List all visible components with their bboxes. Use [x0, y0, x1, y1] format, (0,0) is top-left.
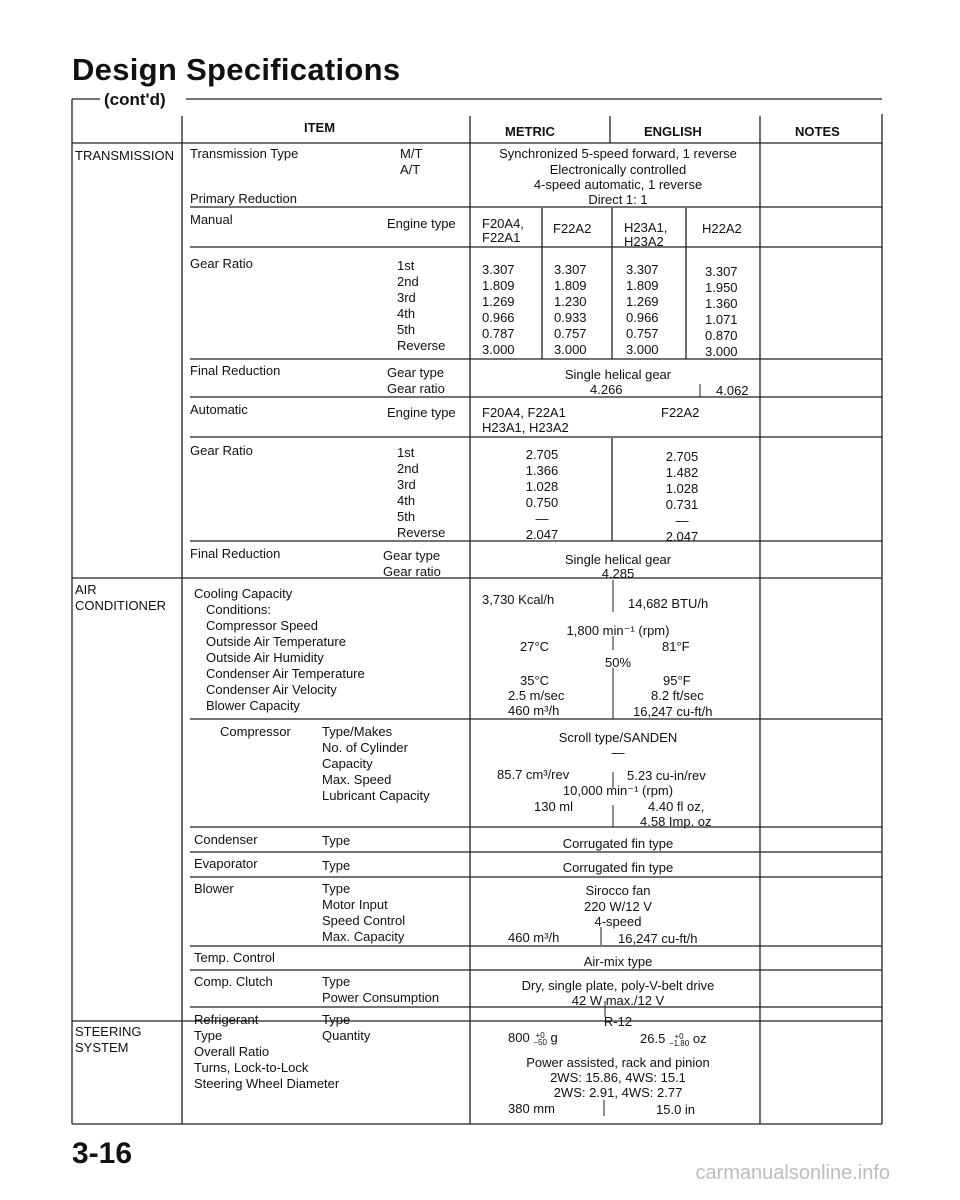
blower-speed-control: 4-speed: [594, 914, 642, 929]
refrigerant-quantity-english: 26.5 +0 −1.80 oz: [640, 1031, 707, 1048]
blower-max-capacity-english: 16,247 cu-ft/h: [618, 931, 698, 946]
automatic-final-type-value: Single helical gear: [564, 552, 672, 567]
automatic-engine-1: F20A4, F22A1: [482, 405, 566, 420]
manual-final-type-value: Single helical gear: [564, 367, 672, 382]
mt-value-2: Electronically controlled: [549, 162, 687, 177]
compressor-speed-value: 1,800 min⁻¹ (rpm): [566, 623, 670, 638]
compressor-capacity-english: 5.23 cu-in/rev: [627, 768, 706, 783]
category-steering-system: STEERING SYSTEM: [75, 1024, 142, 1055]
condenser-temp-f: 95°F: [663, 673, 691, 688]
automatic-gear-col-1: 2.705 1.366 1.028 0.750 — 2.047: [525, 447, 559, 542]
steering-type: Power assisted, rack and pinion: [526, 1055, 710, 1070]
evaporator-label: Evaporator: [194, 856, 258, 871]
manual-engine-2: F22A2: [553, 221, 592, 236]
mt-label: M/T: [400, 146, 423, 161]
header-english: ENGLISH: [644, 124, 702, 139]
automatic-engine-type-label: Engine type: [387, 405, 456, 420]
condenser-temp-c: 35°C: [520, 673, 550, 688]
refrigerant-sublabels: Type Quantity: [322, 1012, 371, 1043]
manual-final-ratio: 4.266: [590, 382, 623, 397]
automatic-final-types: Gear type Gear ratio: [383, 548, 441, 579]
manual-gear-col-2: 3.307 1.809 1.230 0.933 0.757 3.000: [554, 262, 587, 357]
outside-humidity: 50%: [604, 655, 632, 670]
cooling-capacity-english: 14,682 BTU/h: [628, 596, 709, 611]
lubricant-english-2: 4.58 Imp. oz: [640, 814, 712, 829]
transmission-type-label: Transmission Type: [190, 146, 299, 161]
manual-gear-ratio-label: Gear Ratio: [190, 256, 253, 271]
blower-capacity-metric: 460 m³/h: [508, 703, 560, 718]
condenser-type-label: Type: [322, 833, 351, 848]
manual-gear-col-4: 3.307 1.950 1.360 1.071 0.870 3.000: [705, 264, 738, 359]
refrigerant-quantity-metric: 800 +0 −50 g: [508, 1030, 558, 1047]
compressor-capacity-metric: 85.7 cm³/rev: [497, 767, 570, 782]
comp-clutch-type: Dry, single plate, poly-V-belt drive: [521, 978, 715, 993]
page-title: Design Specifications: [72, 52, 401, 87]
manual-engine-4: H22A2: [702, 221, 742, 236]
blower-sublabels: Type Motor Input Speed Control Max. Capacity: [322, 881, 406, 944]
automatic-gear-ratio-label: Gear Ratio: [190, 443, 253, 458]
temp-control-label: Temp. Control: [194, 950, 275, 965]
automatic-gear-col-2: 2.705 1.482 1.028 0.731 — 2.047: [665, 449, 699, 544]
compressor-type: Scroll type/SANDEN: [558, 730, 678, 745]
manual-engine-3b: H23A2: [624, 234, 664, 249]
header-notes: NOTES: [795, 124, 840, 139]
manual-gear-col-3: 3.307 1.809 1.269 0.966 0.757 3.000: [626, 262, 659, 357]
manual-engine-type-label: Engine type: [387, 216, 456, 231]
compressor-cylinder: —: [611, 745, 625, 760]
automatic-final-ratio: 4.285: [601, 566, 635, 581]
automatic-gear-names: 1st 2nd 3rd 4th 5th Reverse: [397, 445, 446, 540]
header-metric: METRIC: [505, 124, 555, 139]
steering-labels: Type Overall Ratio Turns, Lock-to-Lock Steering Wheel Diameter: [194, 1028, 340, 1091]
automatic-engine-2: F22A2: [661, 405, 700, 420]
blower-motor-input: 220 W/12 V: [584, 899, 652, 914]
watermark: carmanualsonline.info: [695, 1162, 890, 1184]
condenser-label: Condenser: [194, 832, 258, 847]
temp-control-value: Air-mix type: [583, 954, 653, 969]
primary-reduction-label: Primary Reduction: [190, 191, 297, 206]
comp-clutch-power: 42 W max./12 V: [571, 993, 665, 1008]
category-transmission: TRANSMISSION: [75, 148, 174, 163]
automatic-label: Automatic: [190, 402, 248, 417]
blower-type: Sirocco fan: [585, 883, 651, 898]
refrigerant-type: R-12: [603, 1014, 633, 1029]
blower-label: Blower: [194, 881, 234, 896]
manual-label: Manual: [190, 212, 233, 227]
mt-value: Synchronized 5-speed forward, 1 reverse: [499, 146, 737, 161]
lubricant-metric: 130 ml: [534, 799, 574, 814]
manual-final-ratio-2: 4.062: [716, 383, 749, 398]
evaporator-value: Corrugated fin type: [562, 860, 674, 875]
blower-capacity-english: 16,247 cu-ft/h: [633, 704, 713, 719]
steering-overall-ratio: 2WS: 15.86, 4WS: 15.1: [550, 1070, 686, 1085]
compressor-label: Compressor: [220, 724, 291, 739]
steering-diameter-metric: 380 mm: [508, 1101, 555, 1116]
at-value: 4-speed automatic, 1 reverse: [533, 177, 703, 192]
at-label: A/T: [400, 162, 421, 177]
manual-final-types: Gear type Gear ratio: [387, 365, 445, 396]
blower-max-capacity-metric: 460 m³/h: [508, 930, 560, 945]
compressor-max-speed: 10,000 min⁻¹ (rpm): [562, 783, 674, 798]
page-number: 3-16: [72, 1137, 133, 1170]
cooling-conditions-labels: Conditions: Compressor Speed Outside Air Temperature Outside Air Humidity Condenser Air Temperature Condenser Air Velocity Blower Capacity: [206, 602, 365, 713]
outside-temp-f: 81°F: [662, 639, 690, 654]
steering-turns: 2WS: 2.91, 4WS: 2.77: [553, 1085, 683, 1100]
lubricant-english: 4.40 fl oz,: [648, 799, 705, 814]
contd-label: (cont'd): [104, 90, 166, 109]
cooling-capacity-metric: 3,730 Kcal/h: [482, 592, 555, 607]
condenser-velocity-metric: 2.5 m/sec: [508, 688, 565, 703]
category-air-conditioner: AIR CONDITIONER: [75, 582, 166, 613]
condenser-velocity-english: 8.2 ft/sec: [651, 688, 704, 703]
outside-temp-c: 27°C: [520, 639, 550, 654]
steering-diameter-english: 15.0 in: [656, 1102, 696, 1117]
automatic-engine-1b: H23A1, H23A2: [482, 420, 569, 435]
manual-engine-1b: F22A1: [482, 230, 521, 245]
automatic-final-reduction-label: Final Reduction: [190, 546, 281, 561]
manual-engine-1: F20A4,: [482, 216, 524, 231]
compressor-sublabels: Type/Makes No. of Cylinder Capacity Max. Speed Lubricant Capacity: [322, 724, 430, 803]
manual-gear-names: 1st 2nd 3rd 4th 5th Reverse: [397, 258, 446, 353]
evaporator-type-label: Type: [322, 858, 351, 873]
primary-value: Direct 1: 1: [588, 192, 648, 207]
manual-engine-3: H23A1,: [624, 220, 668, 235]
manual-final-reduction-label: Final Reduction: [190, 363, 281, 378]
header-item: ITEM: [304, 120, 336, 135]
comp-clutch-label: Comp. Clutch: [194, 974, 273, 989]
comp-clutch-sublabels: Type Power Consumption: [322, 974, 440, 1005]
condenser-value: Corrugated fin type: [562, 836, 674, 851]
cooling-capacity-label: Cooling Capacity: [194, 586, 293, 601]
refrigerant-label: Refrigerant: [194, 1012, 259, 1027]
manual-gear-col-1: 3.307 1.809 1.269 0.966 0.787 3.000: [482, 262, 515, 357]
